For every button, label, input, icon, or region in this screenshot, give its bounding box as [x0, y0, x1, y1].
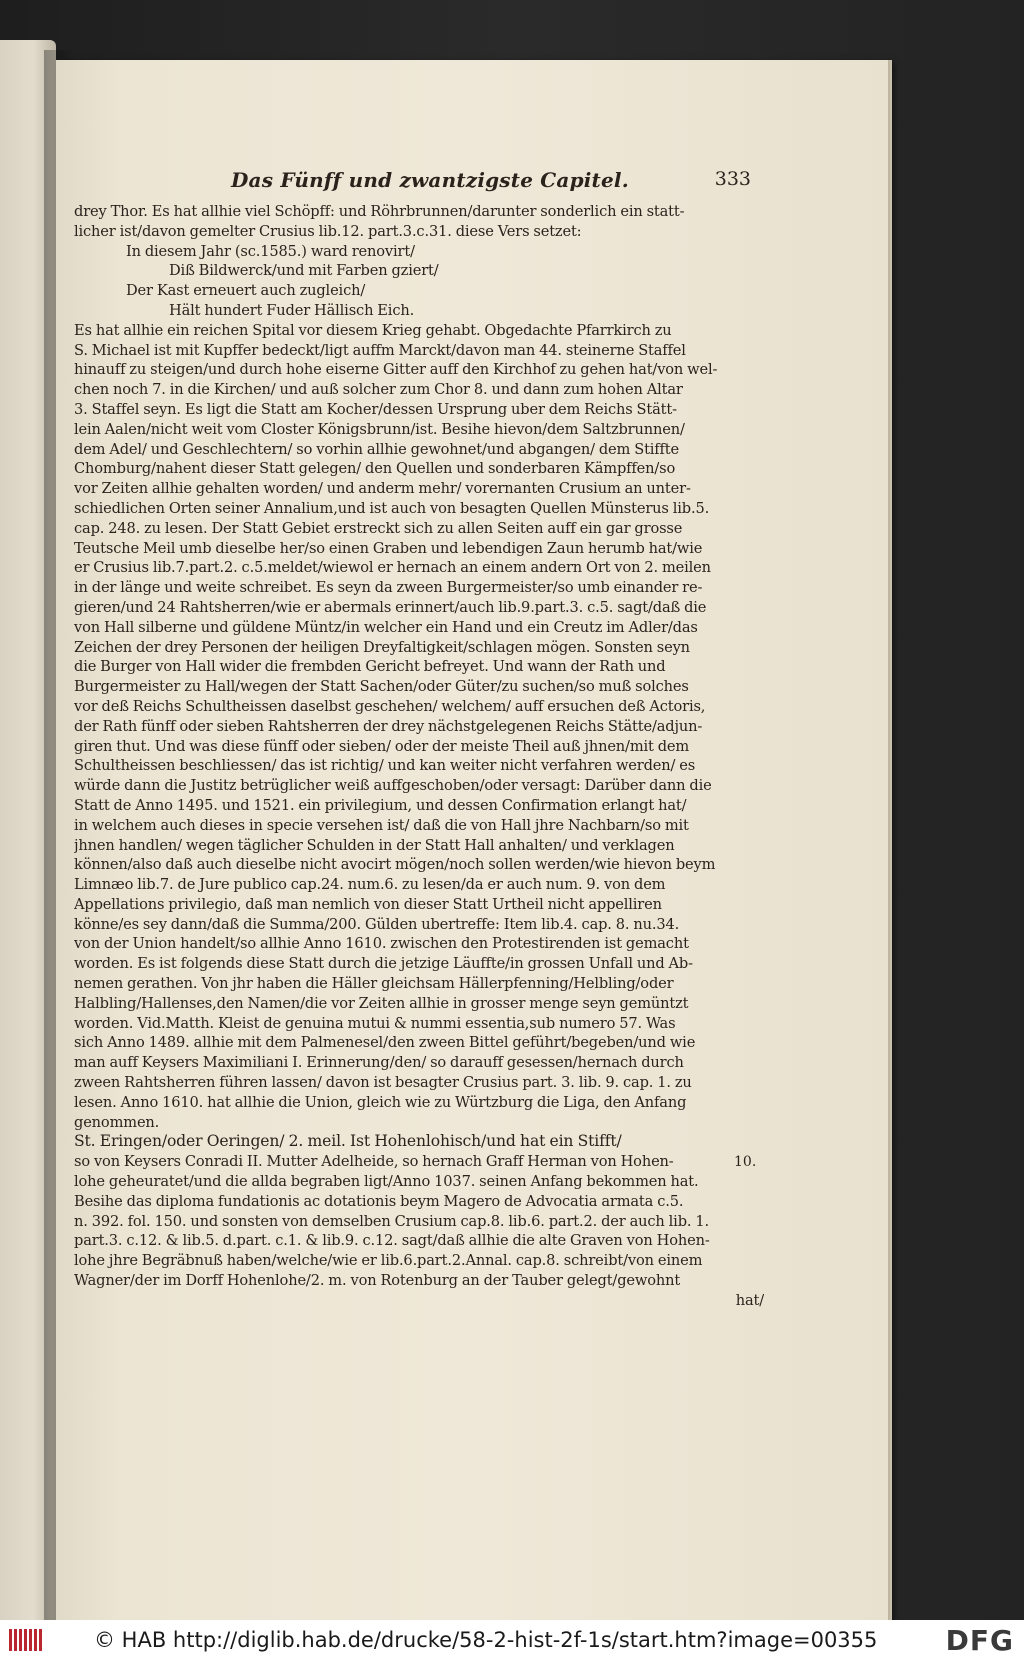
- text-line: man auff Keysers Maximiliani I. Erinnerung/den/ so darauff gesessen/hernach durch: [74, 1054, 684, 1072]
- text-line: 3. Staffel seyn. Es ligt die Statt am Kocher/dessen Ursprung uber dem Reichs Stätt-: [74, 400, 677, 418]
- margin-note: 10.: [734, 1154, 757, 1170]
- text-line: sich Anno 1489. allhie mit dem Palmenesel/den zween Bittel geführt/begeben/und wie: [74, 1034, 696, 1052]
- text-line: Schultheissen beschliessen/ das ist richtig/ und kan weiter nicht verfahren werden/ es: [74, 757, 696, 775]
- text-line: S. Michael ist mit Kupffer bedeckt/ligt auffm Marckt/davon man 44. steinerne Staffel: [74, 341, 686, 359]
- text-line: lein Aalen/nicht weit vom Closter Königsbrunn/ist. Besihe hievon/dem Saltzbrunnen/: [74, 420, 685, 438]
- text-line: nemen gerathen. Von jhr haben die Häller gleichsam Hällerpfenning/Helbling/oder: [74, 975, 674, 993]
- text-line: gieren/und 24 Rahtsherren/wie er abermals erinnert/auch lib.9.part.3. c.5. sagt/daß die: [74, 598, 707, 616]
- text-line: Appellations privilegio, daß man nemlich von dieser Statt Urtheil nicht appelliren: [74, 895, 662, 913]
- text-line: er Crusius lib.7.part.2. c.5.meldet/wiewol er hernach an einem andern Ort von 2. meilen: [74, 559, 711, 577]
- text-line: Statt de Anno 1495. und 1521. ein privilegium, und dessen Confirmation erlangt hat/: [74, 796, 687, 814]
- text-line: vor deß Reichs Schultheissen daselbst geschehen/ welchem/ auff ersuchen deß Actoris,: [74, 697, 706, 715]
- text-line: würde dann die Justitz betrüglicher weiß auffgeschoben/oder versagt: Darüber dann die: [74, 777, 712, 795]
- text-line: in welchem auch dieses in specie versehen ist/ daß die von Hall jhre Nachbarn/so mit: [74, 816, 689, 834]
- text-line: giren thut. Und was diese fünff oder sieben/ oder der meiste Theil auß jhnen/mit dem: [74, 737, 690, 755]
- text-line: Es hat allhie ein reichen Spital vor diesem Krieg gehabt. Obgedachte Pfarrkirch zu: [74, 321, 672, 339]
- dfg-logo: DFG: [945, 1624, 1014, 1657]
- text-line: drey Thor. Es hat allhie viel Schöpff: und Röhrbrunnen/darunter sonderlich ein statt-: [74, 203, 685, 220]
- text-line: cap. 248. zu lesen. Der Statt Gebiet erstreckt sich zu allen Seiten auff ein gar grosse: [74, 519, 683, 537]
- text-line: Wagner/der im Dorff Hohenlohe/2. m. von Rotenburg an der Tauber gelegt/gewohnt: [74, 1272, 681, 1290]
- text-line: Halbling/Hallenses,den Namen/die vor Zeiten allhie in grosser menge seyn gemüntzt: [74, 994, 689, 1012]
- text-line: hinauff zu steigen/und durch hohe eiserne Gitter auff den Kirchhof zu gehen hat/von wel-: [74, 361, 718, 379]
- text-line: worden. Vid.Matth. Kleist de genuina mutui & nummi essentia,sub numero 57. Was: [74, 1014, 676, 1032]
- text-line: In diesem Jahr (sc.1585.) ward renovirt/: [126, 242, 415, 260]
- hab-logo-icon: [0, 1620, 50, 1660]
- text-line: Besihe das diploma fundationis ac dotationis beym Magero de Advocatia armata c.5.: [74, 1192, 684, 1210]
- text-line: lohe jhre Begräbnuß haben/welche/wie er lib.6.part.2.Annal. cap.8. schreibt/von einem: [74, 1252, 703, 1270]
- text-line: von Hall silberne und güldene Müntz/in welcher ein Hand und ein Creutz im Adler/das: [74, 618, 698, 636]
- text-line: licher ist/davon gemelter Crusius lib.12. part.3.c.31. diese Vers setzet:: [74, 222, 582, 240]
- text-line: Chomburg/nahent dieser Statt gelegen/ den Quellen und sonderbaren Kämpffen/so: [74, 460, 676, 478]
- text-line: Der Kast erneuert auch zugleich/: [126, 282, 366, 300]
- text-line: in der länge und weite schreibet. Es seyn da zween Burgermeister/so umb einander re-: [74, 579, 703, 597]
- text-line: Limnæo lib.7. de Jure publico cap.24. num.6. zu lesen/da er auch num. 9. von dem: [74, 876, 666, 894]
- text-line: part.3. c.12. & lib.5. d.part. c.1. & lib.9. c.12. sagt/daß allhie die alte Graven von Hohen-: [74, 1232, 710, 1250]
- body-text: [74, 202, 764, 1311]
- copyright-link[interactable]: © HAB http://diglib.hab.de/drucke/58-2-hist-2f-1s/start.htm?image=00355: [94, 1628, 878, 1652]
- text-line: Hält hundert Fuder Hällisch Eich.: [169, 301, 415, 319]
- chapter-title: Das Fünff und zwantzigste Capitel.: [231, 168, 629, 192]
- text-line: n. 392. fol. 150. und sonsten von demselben Crusium cap.8. lib.6. part.2. der auch lib. 1.: [74, 1212, 709, 1230]
- text-line: so von Keysers Conradi II. Mutter Adelheide, so hernach Graff Herman von Hohen-: [74, 1153, 674, 1171]
- text-line: der Rath fünff oder sieben Rahtsherren der drey nächstgelegenen Reichs Stätte/adjun-: [74, 717, 703, 735]
- page-number: 333: [714, 168, 751, 190]
- text-line: vor Zeiten allhie gehalten worden/ und anderm mehr/ vorernanten Crusium an unter-: [74, 480, 691, 498]
- text-line: jhnen handlen/ wegen täglicher Schulden in der Statt Hall anhalten/ und verklagen: [74, 836, 675, 854]
- text-line: dem Adel/ und Geschlechtern/ so vorhin allhie gewohnet/und abgangen/ dem Stiffte: [74, 440, 680, 458]
- text-line: St. Eringen/oder Oeringen/ 2. meil. Ist Hohenlohisch/und hat ein Stifft/: [74, 1132, 622, 1151]
- text-line: worden. Es ist folgends diese Statt durch die jetzige Läuffte/in grossen Unfall und Ab-: [74, 955, 693, 973]
- book-page: [56, 60, 890, 1620]
- text-line: Teutsche Meil umb dieselbe her/so einen Graben und lebendigen Zaun herumb hat/wie: [74, 539, 703, 557]
- text-line: Zeichen der drey Personen der heiligen Dreyfaltigkeit/schlagen mögen. Sonsten seyn: [74, 638, 690, 656]
- text-line: lohe geheuratet/und die allda begraben ligt/Anno 1037. seinen Anfang bekommen hat.: [74, 1173, 699, 1191]
- text-line: könne/es sey dann/daß die Summa/200. Gülden ubertreffe: Item lib.4. cap. 8. nu.34.: [74, 915, 680, 933]
- text-line: schiedlichen Orten seiner Annalium,und ist auch von besagten Quellen Münsterus lib.5.: [74, 499, 710, 517]
- text-line: Diß Bildwerck/und mit Farben gziert/: [169, 262, 439, 280]
- text-line: lesen. Anno 1610. hat allhie die Union, gleich wie zu Würtzburg die Liga, den Anfang: [74, 1093, 687, 1111]
- text-line: genommen.: [74, 1113, 160, 1131]
- running-head: [231, 168, 751, 196]
- text-line: hat/: [735, 1291, 764, 1309]
- text-line: von der Union handelt/so allhie Anno 1610. zwischen den Protestirenden ist gemacht: [74, 935, 689, 953]
- text-line: chen noch 7. in die Kirchen/ und auß solcher zum Chor 8. und dann zum hohen Altar: [74, 381, 683, 399]
- text-line: zween Rahtsherren führen lassen/ davon ist besagter Crusius part. 3. lib. 9. cap. 1. zu: [74, 1074, 692, 1092]
- text-line: die Burger von Hall wider die frembden Gericht befreyet. Und wann der Rath und: [74, 658, 666, 676]
- footer-bar: [0, 1620, 1024, 1660]
- text-line: können/also daß auch dieselbe nicht avocirt mögen/noch sollen werden/wie hievon beym: [74, 856, 716, 874]
- text-line: Burgermeister zu Hall/wegen der Statt Sachen/oder Güter/zu suchen/so muß solches: [74, 678, 689, 696]
